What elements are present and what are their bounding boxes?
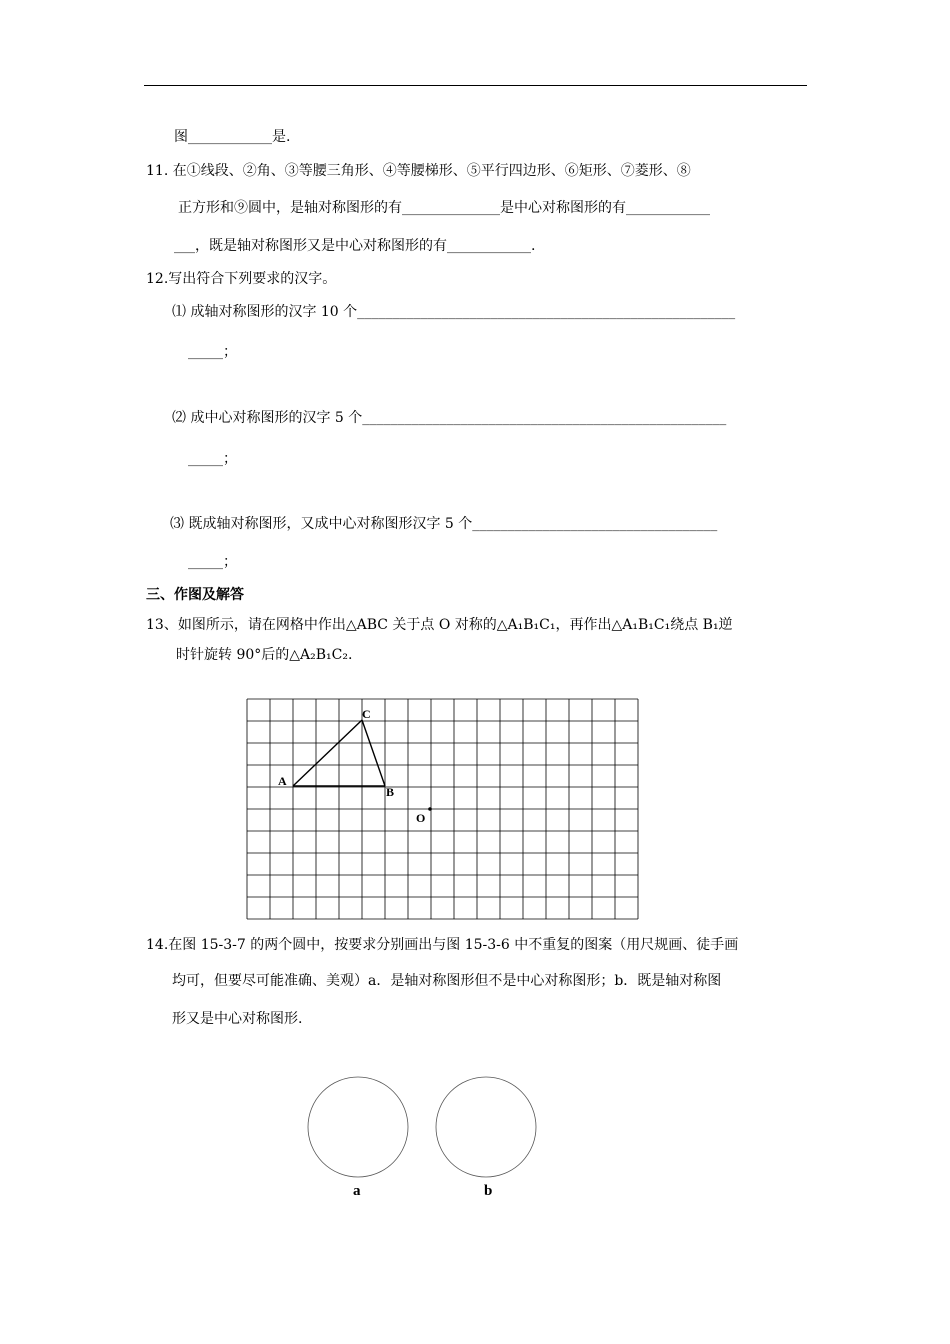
q12-title: 12.写出符合下列要求的汉字。 [146, 271, 337, 287]
q13-line2: 时针旋转 90°后的△A₂B₁C₂. [176, 647, 353, 663]
side-cb [362, 720, 385, 786]
q11-line3: ___，既是轴对称图形又是中心对称图形的有____________. [174, 238, 536, 254]
grid-figure [240, 695, 645, 925]
circle-b [436, 1077, 536, 1177]
label-a: A [278, 774, 287, 788]
q11-line2: 正方形和⑨圆中，是轴对称图形的有______________是中心对称图形的有____________ [178, 200, 710, 216]
label-c: C [362, 707, 371, 721]
q14-line1: 14.在图 15-3-7 的两个圆中，按要求分别画出与图 15-3-6 中不重复的图案（用尺规画、徒手画 [146, 937, 739, 953]
side-ac [293, 720, 362, 786]
point-o [428, 807, 432, 811]
q12-part2: ⑵ 成中心对称图形的汉字 5 个____________________________________________________ [172, 410, 727, 426]
q12-part2-end: _____； [188, 451, 237, 467]
q14-line3: 形又是中心对称图形. [172, 1011, 303, 1027]
circles-figure [300, 1070, 550, 1185]
q10-tail: 图____________是. [174, 129, 291, 145]
q13-line1: 13、如图所示，请在网格中作出△ABC 关于点 O 对称的△A₁B₁C₁，再作出△A₁B₁C₁绕点 B₁逆 [146, 617, 733, 633]
circle-a [308, 1077, 408, 1177]
q12-part3: ⑶ 既成轴对称图形，又成中心对称图形汉字 5 个___________________________________ [170, 516, 718, 532]
circle-label-a: a [353, 1183, 361, 1199]
q12-part1: ⑴ 成轴对称图形的汉字 10 个______________________________________________________ [172, 304, 736, 320]
header-rule [144, 85, 807, 86]
section-heading: 三、作图及解答 [146, 587, 244, 603]
q12-part1-end: _____； [188, 344, 237, 360]
label-b: B [386, 785, 395, 799]
q12-part3-end: _____； [188, 554, 237, 570]
q14-line2: 均可，但要尽可能准确、美观）a．是轴对称图形但不是中心对称图形；b．既是轴对称图 [172, 973, 722, 989]
q11-line1: 11. 在①线段、②角、③等腰三角形、④等腰梯形、⑤平行四边形、⑥矩形、⑦菱形、⑧ [146, 163, 691, 179]
circle-label-b: b [484, 1183, 493, 1199]
label-o: O [416, 811, 426, 825]
